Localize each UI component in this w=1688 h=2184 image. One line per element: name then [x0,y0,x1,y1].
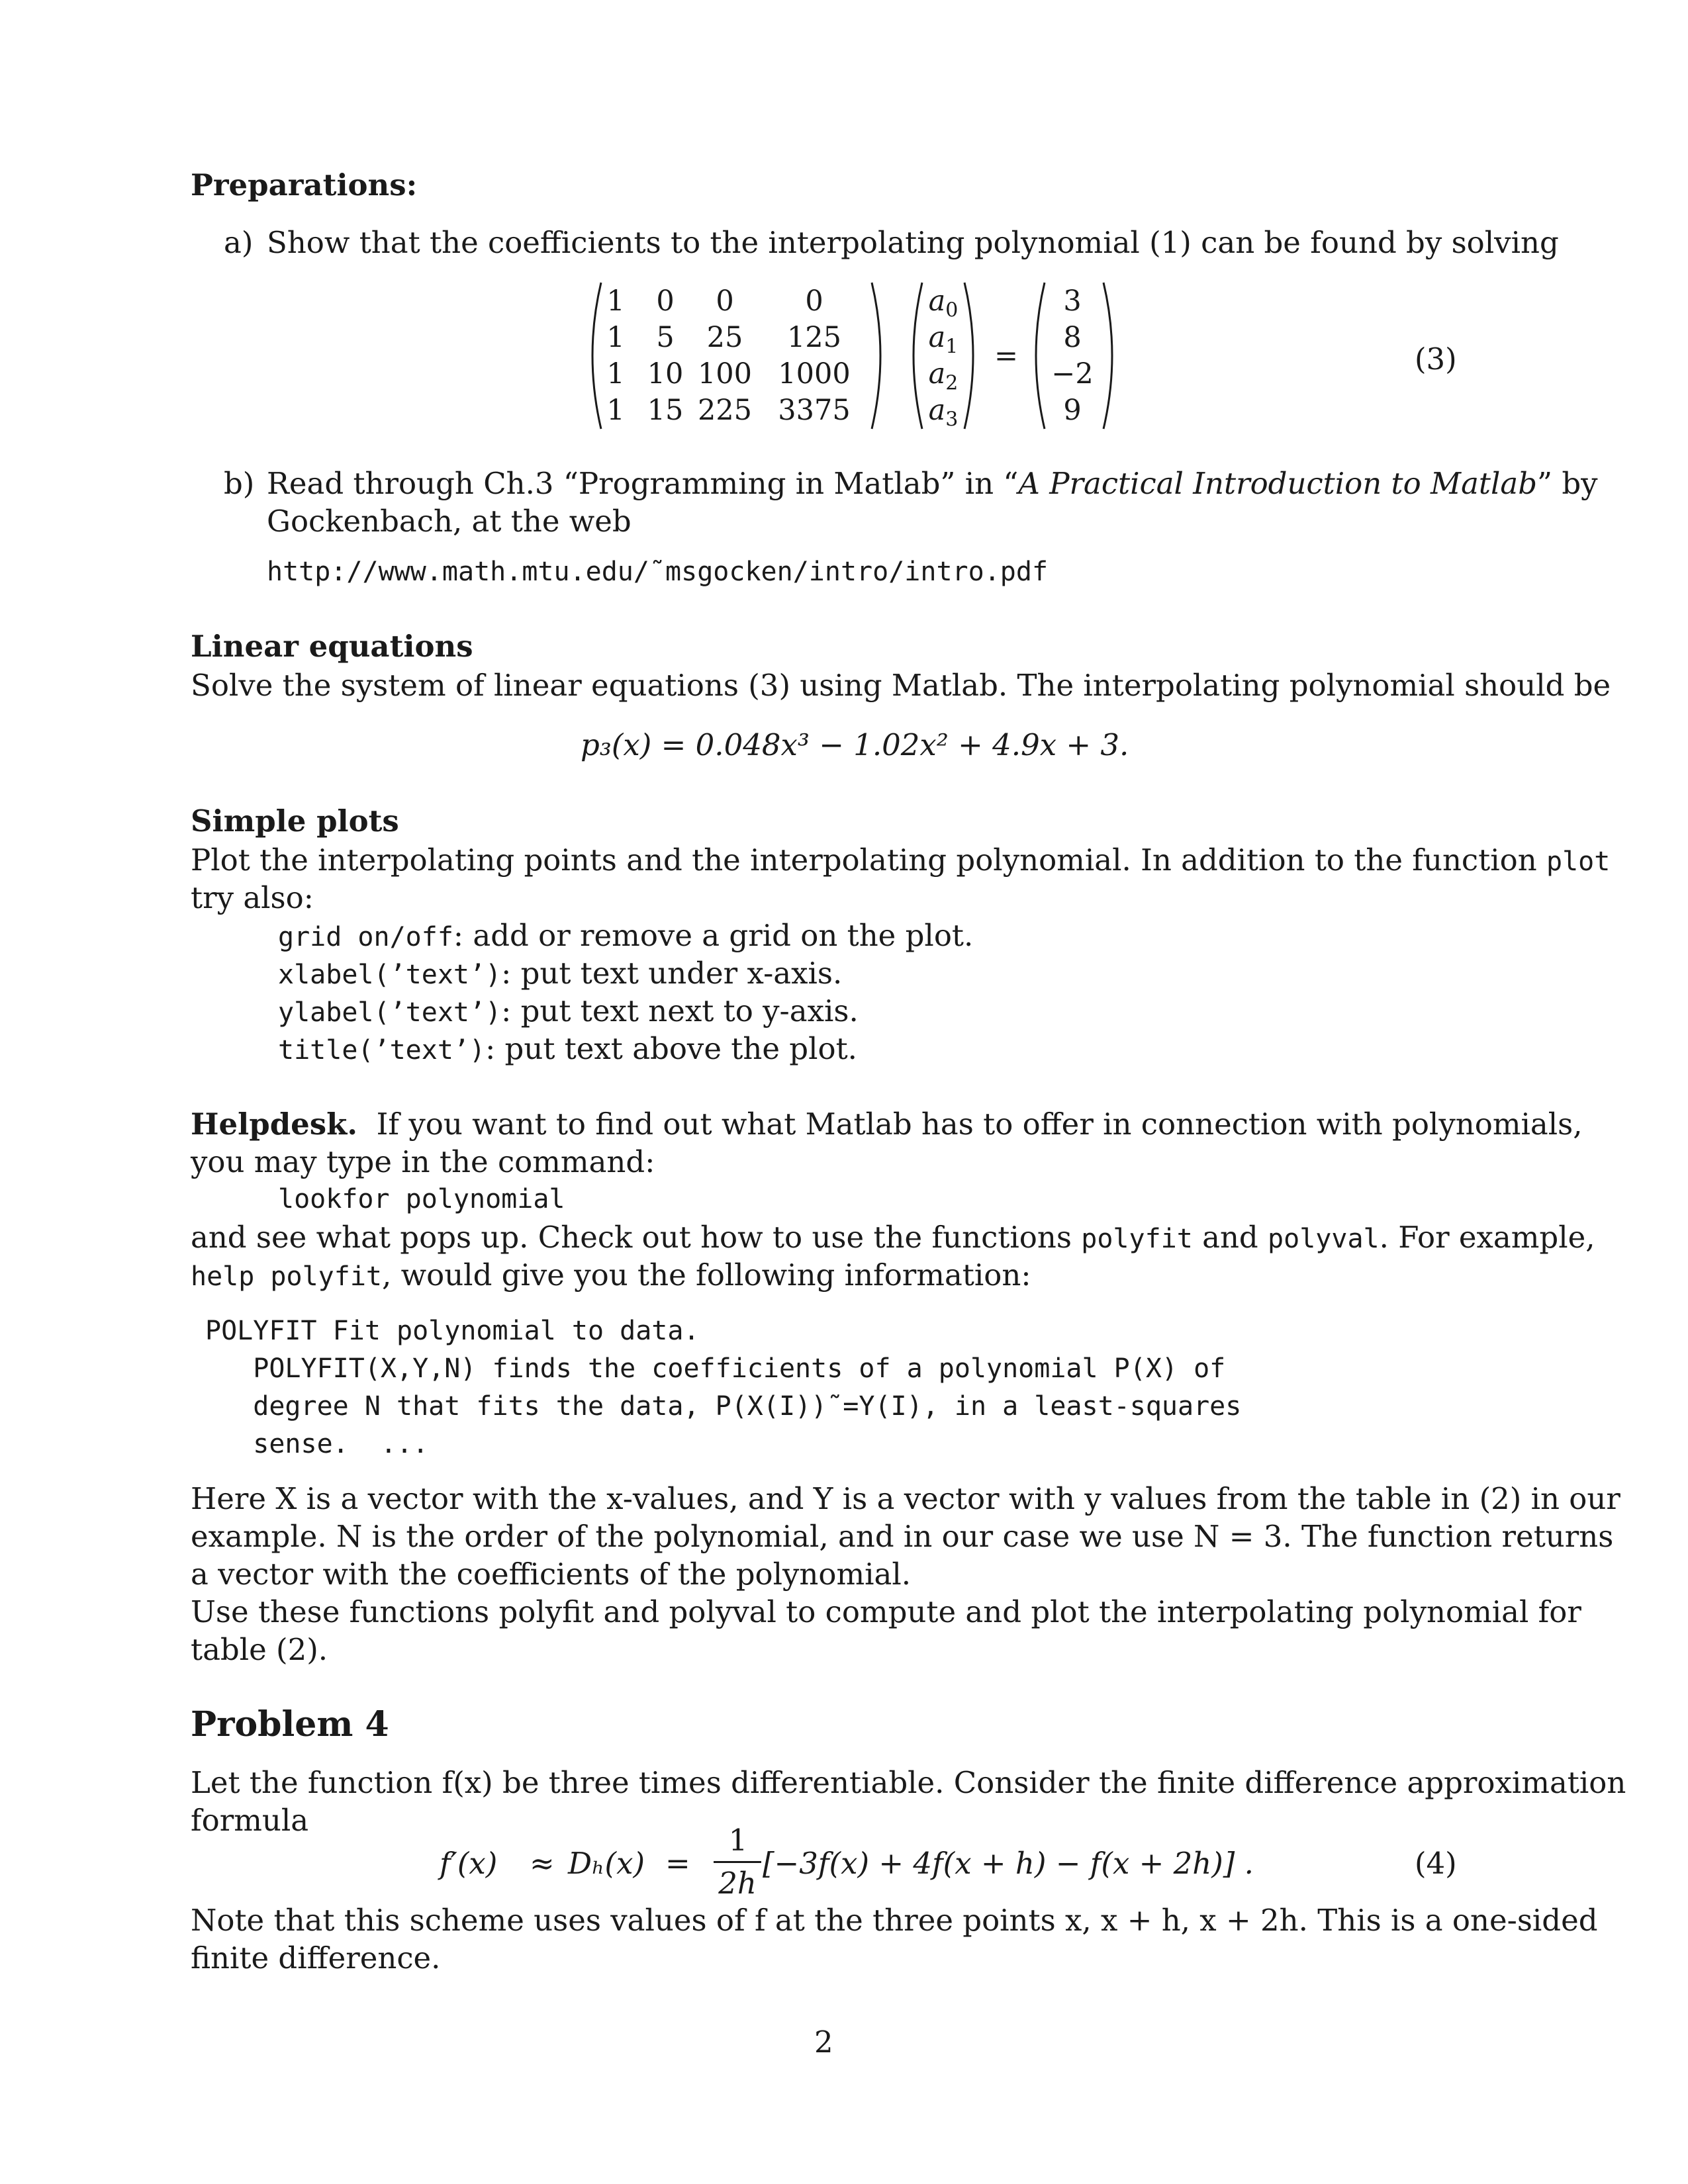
helpdesk-paragraph-line: table (2). [191,1632,328,1667]
eq4-equals: = [665,1846,690,1881]
polynomial-formula: p₃(x) = 0.048x³ − 1.02x² + 4.9x + 3. [581,727,1129,762]
polyfit-help-line: degree N that fits the data, P(X(I))˜=Y(I), in a least-squares [205,1391,1242,1422]
matrix-cell: 15 [647,394,684,427]
problem-4-note-line1: Note that this scheme uses values of f at the three points x, x + h, x + 2h. This is a one-sided [191,1903,1598,1938]
matrix-cell: 1 [606,321,625,354]
helpdesk-line3: and see what pops up. Check out how to use the functions polyfit and polyval. For example, [191,1220,1595,1255]
vector-a-entry: $a_2$ [928,357,959,395]
plot-function-code: plot [1546,846,1611,877]
preparations-heading: Preparations: [191,167,418,203]
vector-a-entry: $a_3$ [928,394,959,432]
matrix-cell: 3375 [778,394,851,427]
plot-option-item: title(’text’): put text above the plot. [278,1031,857,1066]
simple-plots-text1: Plot the interpolating points and the interpolating polynomial. In addition to the function plot [191,842,1611,878]
matrix-cell: 225 [697,394,753,427]
item-b-label: b) [224,466,255,501]
matrix-cell: 1 [606,285,625,318]
eq4-rhs: [−3f(x) + 4f(x + h) − f(x + 2h)] . [763,1846,1254,1881]
polyfit-help-line: sense. ... [205,1429,429,1459]
linear-equations-heading: Linear equations [191,629,473,664]
equation-3-number: (3) [1415,341,1457,377]
item-a-label: a) [224,225,254,260]
vector-b-entry: −2 [1051,357,1094,390]
helpdesk-line2: you may type in the command: [191,1144,655,1179]
matrix-cell: 1000 [778,357,851,390]
item-a-text: Show that the coefficients to the interpolating polynomial (1) can be found by solving [267,225,1559,260]
vector-b-entry: 9 [1063,394,1082,427]
eq4-frac-numerator: 1 [728,1823,748,1858]
lookfor-command: lookfor polynomial [278,1184,565,1214]
matrix-cell: 0 [716,285,734,318]
simple-plots-heading: Simple plots [191,803,399,839]
vector-b-entry: 3 [1063,285,1082,318]
plot-option-item: grid on/off: add or remove a grid on the plot. [278,918,974,953]
equals-sign: = [994,340,1019,373]
helpdesk-paragraph-line: example. N is the order of the polynomial, and in our case we use N = 3. The function returns [191,1519,1614,1554]
matrix-cell: 10 [647,357,684,390]
helpdesk-heading: Helpdesk. [191,1107,357,1142]
helpdesk-paragraph-line: Use these functions polyfit and polyval to compute and plot the interpolating polynomial for [191,1594,1581,1629]
linear-equations-text: Solve the system of linear equations (3) using Matlab. The interpolating polynomial should be [191,668,1611,703]
eq4-approx: ≈ [530,1846,555,1881]
eq4-fraction-bar [714,1861,761,1863]
helpdesk-line4: help polyfit, would give you the following information: [191,1257,1031,1293]
matrix-cell: 100 [697,357,753,390]
simple-plots-text2: try also: [191,880,314,915]
problem-4-line2: formula [191,1803,309,1838]
matrix-cell: 1 [606,357,625,390]
item-b-line2: Gockenbach, at the web [267,504,632,539]
polyfit-help-line: POLYFIT Fit polynomial to data. [205,1316,700,1346]
vector-a-entry: $a_0$ [928,285,959,322]
equation-4-number: (4) [1415,1846,1457,1881]
vector-a-entry: $a_1$ [928,321,959,359]
plot-option-item: ylabel(’text’): put text next to y-axis. [278,993,859,1028]
helpdesk-paragraph-line: Here X is a vector with the x-values, and Y is a vector with y values from the table in (2) in our [191,1481,1620,1516]
plot-option-item: xlabel(’text’): put text under x-axis. [278,956,843,991]
helpdesk-paragraph-line: a vector with the coefficients of the polynomial. [191,1557,912,1592]
matrix-cell: 1 [606,394,625,427]
polyfit-help-line: POLYFIT(X,Y,N) finds the coefficients of a polynomial P(X) of [205,1353,1226,1384]
right-paren-icon [870,281,890,430]
matrix-cell: 5 [656,321,675,354]
problem-4-line1: Let the function f(x) be three times differentiable. Consider the finite difference approximation [191,1765,1626,1800]
equation-3 [583,281,1132,430]
helpdesk-line1: Helpdesk. If you want to find out what Matlab has to offer in connection with polynomials, [191,1107,1583,1142]
problem-4-heading: Problem 4 [191,1704,389,1745]
matrix-cell: 25 [706,321,743,354]
book-title: A Practical Introduction to Matlab [1018,466,1538,501]
book-url-link[interactable]: http://www.math.mtu.edu/˜msgocken/intro/intro.pdf [267,557,1049,587]
problem-4-note-line2: finite difference. [191,1940,441,1976]
eq4-lhs: f′(x) [440,1846,498,1881]
page-number: 2 [814,2025,833,2060]
matrix-cell: 0 [656,285,675,318]
eq4-frac-denominator: 2h [718,1866,757,1901]
matrix-cell: 125 [786,321,842,354]
right-paren-icon [1102,281,1122,430]
eq4-dh: Dₕ(x) [568,1846,645,1881]
item-b-line1: Read through Ch.3 “Programming in Matlab” in “A Practical Introduction to Matlab” by [267,466,1598,501]
matrix-cell: 0 [805,285,823,318]
vector-b-entry: 8 [1063,321,1082,354]
